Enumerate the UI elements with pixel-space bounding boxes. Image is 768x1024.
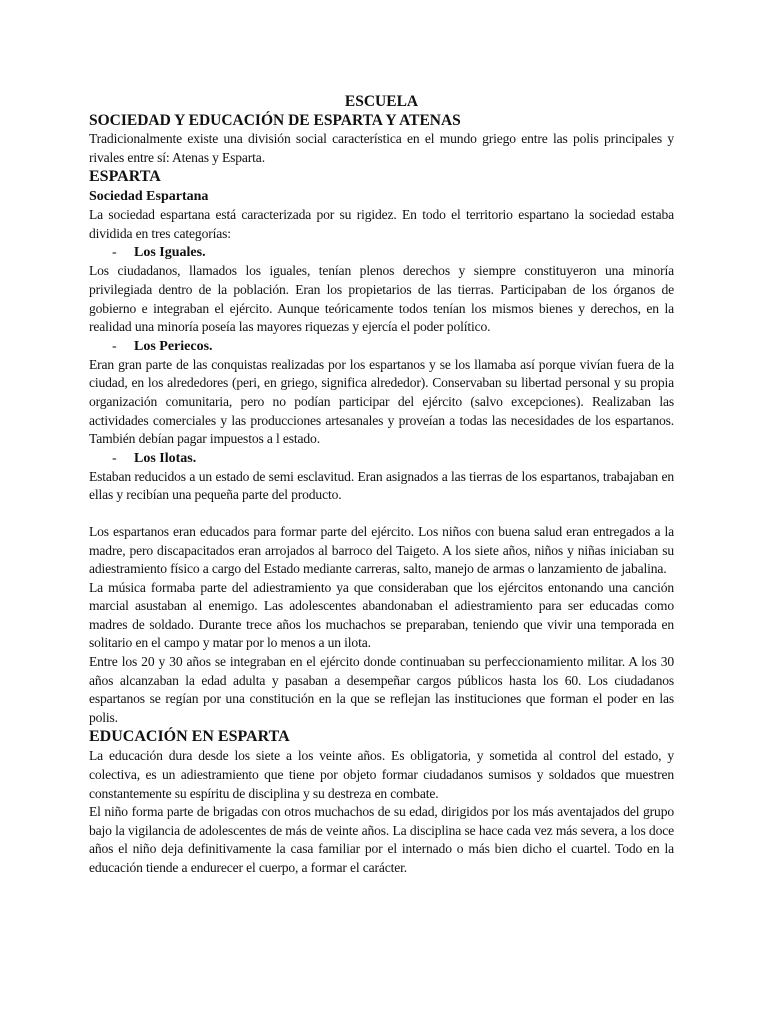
edu-esparta-paragraph-2: El niño forma parte de brigadas con otros muchachos de su edad, dirigidos por los más aventajados del grupo bajo la vigilancia de adolescentes de más de veinte años. La disciplina se hace cada vez más severa, a los doce años el niño deja definitivamente la casa familiar por el internado o más bien dicho el cuartel. Todo en la educación tiende a endurecer el cuerpo, a formar el carácter. [89, 804, 674, 875]
bullet-label-periecos: Los Periecos. [134, 338, 213, 354]
bullet-periecos [89, 337, 674, 356]
document-page [89, 92, 674, 878]
document-title: ESCUELA [344, 93, 419, 110]
bullet-iguales [89, 243, 674, 262]
ilotas-paragraph: Estaban reducidos a un estado de semi esclavitud. Eran asignados a las tierras de los espartanos, trabajaban en ellas y recibían una pequeña parte del producto. [89, 468, 674, 503]
section-heading-educacion: EDUCACIÓN EN ESPARTA [89, 728, 290, 746]
bullet-dash: - [112, 450, 117, 466]
subsection-heading-sociedad: Sociedad Espartana [89, 189, 209, 205]
bullet-label-iguales: Los Iguales. [134, 245, 206, 261]
educacion-paragraph-3: Entre los 20 y 30 años se integraban en el ejército donde continuaban su perfeccionamiento militar. A los 30 años alcanzaban la edad adulta y pasaban a desempeñar cargos públicos hasta los 60. Los ciudadanos espartanos se regían por una constitución en la que se reflejan las instituciones que forman el poder en las polis. [89, 654, 674, 725]
educacion-paragraph-2: La música formaba parte del adiestramiento ya que consideraban que los ejércitos entonando una canción marcial asustaban al enemigo. Las adolescentes abandonaban el adiestramiento para ser educadas como madres de soldado. Durante trece años los muchachos se preparaban, teniendo que vivir una temporada en solitario en el campo y matar por lo menos a un ilota. [89, 579, 674, 651]
main-heading: SOCIEDAD Y EDUCACIÓN DE ESPARTA Y ATENAS [89, 112, 461, 129]
bullet-dash: - [112, 338, 117, 354]
paragraph-spacer [89, 505, 674, 523]
intro-paragraph: Tradicionalmente existe una división social característica en el mundo griego entre las polis principales y rivales entre sí: Atenas y Esparta. [89, 131, 674, 165]
educacion-paragraph-1: Los espartanos eran educados para formar parte del ejército. Los niños con buena salud eran entregados a la madre, pero discapacitados eran arrojados al barroco del Taigeto. A los siete años, niños y niñas iniciaban su adiestramiento físico a cargo del Estado mediante carreras, salto, manejo de armas o lanzamiento de jabalina. [89, 523, 674, 577]
iguales-paragraph: Los ciudadanos, llamados los iguales, tenían plenos derechos y siempre constituyeron una minoría privilegiada dentro de la población. Eran los propietarios de las tierras. Participaban de los órganos de gobierno e integraban el ejército. Aunque teóricamente todos tenían los mismos bienes y derechos, en la realidad una minoría poseía las mayores riquezas y ejercía el poder político. [89, 263, 674, 335]
section-heading-esparta: ESPARTA [89, 168, 161, 186]
bullet-label-ilotas: Los Ilotas. [134, 450, 197, 466]
bullet-ilotas [89, 449, 674, 468]
periecos-paragraph: Eran gran parte de las conquistas realizadas por los espartanos y se los llamaba así porque vivían fuera de la ciudad, en los alrededores (peri, en griego, significa alrededor). Conservaban su libertad personal y su propia organización comunitaria, pero no podían participar del ejército (salvo excepciones). Realizaban las actividades comerciales y las producciones artesanales y proveían a todas las necesidades de los espartanos. También debían pagar impuestos a l estado. [89, 356, 674, 447]
edu-esparta-paragraph-1: La educación dura desde los siete a los veinte años. Es obligatoria, y sometida al control del estado, y colectiva, es un adiestramiento que tiene por objeto formar ciudadanos sumisos y soldados que muestren constantemente su espíritu de disciplina y su destreza en combate. [89, 748, 674, 801]
bullet-dash: - [112, 245, 117, 261]
sociedad-intro-paragraph: La sociedad espartana está caracterizada por su rigidez. En todo el territorio espartano la sociedad estaba dividida en tres categorías: [89, 207, 674, 241]
